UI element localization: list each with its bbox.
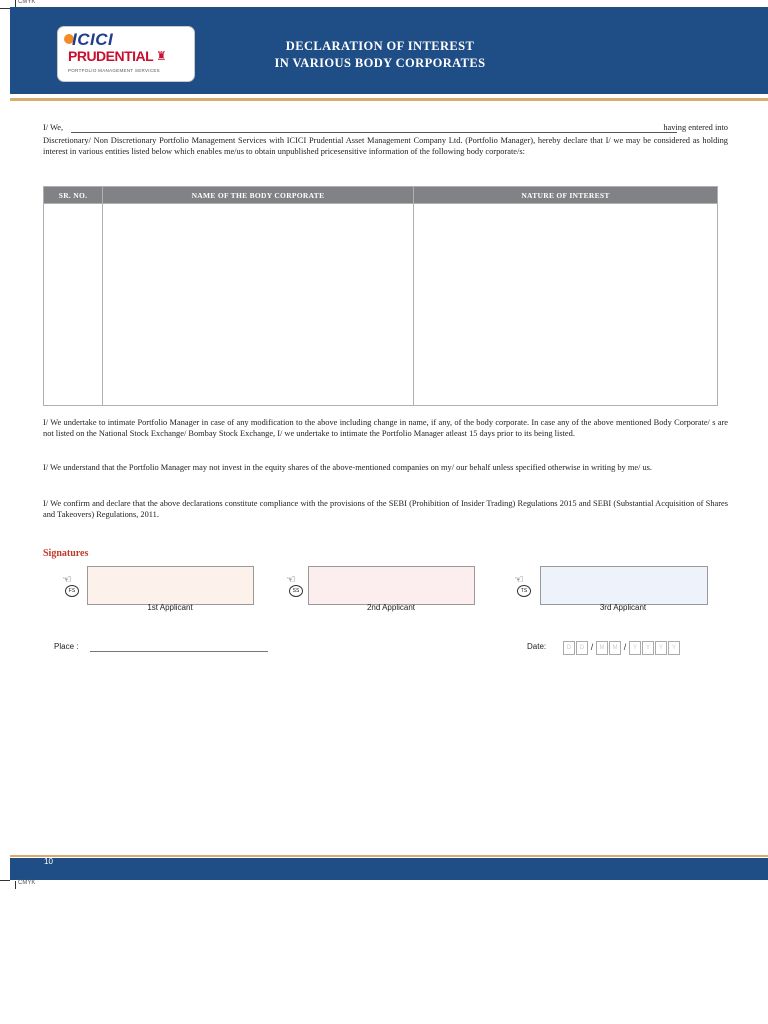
we-suffix: having entered into [663,123,728,132]
signature-box-2nd-applicant[interactable] [308,566,475,605]
declaration-intro: Discretionary/ Non Discretionary Portfolio Management Services with ICICI Prudential Asset Management Company Ltd. (Portfolio Manager), hereby declare that I/ we may be considered as holding interest in various entities listed below which enables me/us to obtain unpublished pricesensitive information of the following body corporate/s: [43,136,728,156]
cell-nature-of-interest[interactable] [414,204,718,406]
pointing-hand-icon: ☜ [286,574,296,586]
label-1st-applicant: 1st Applicant [147,603,193,612]
place-input-line[interactable] [90,651,268,652]
title-line-1: DECLARATION OF INTEREST [285,39,475,53]
applicant-name-line [43,123,728,132]
signature-box-1st-applicant[interactable] [87,566,254,605]
lion-icon: ♜ [156,49,167,63]
label-2nd-applicant: 2nd Applicant [366,603,416,612]
table-header-row [44,187,718,204]
date-box-d2[interactable]: D [576,641,588,655]
date-box-y3[interactable]: Y [655,641,667,655]
thumb-icon-2nd [286,573,308,599]
col-body-corporate: NAME OF THE BODY CORPORATE [103,187,414,204]
signatures-heading: Signatures [43,548,89,559]
date-box-d1[interactable]: D [563,641,575,655]
thumb-icon-1st [62,573,84,599]
applicant-name-blank[interactable] [71,132,677,133]
logo-text-icici: ICICI [72,30,114,49]
badge-third-signatory: TS [517,585,531,597]
cell-body-corporate[interactable] [103,204,414,406]
label-3rd-applicant: 3rd Applicant [599,603,647,612]
date-box-m1[interactable]: M [596,641,608,655]
logo-text-prudential: PRUDENTIAL [68,48,154,64]
page-title [210,38,550,72]
signature-box-3rd-applicant[interactable] [540,566,708,605]
date-input-boxes[interactable] [563,641,681,655]
date-separator: / [590,642,594,652]
understanding-paragraph: I/ We understand that the Portfolio Manager may not invest in the equity shares of the above-mentioned companies on my/ our behalf unless specified otherwise in writing by me/ us. [43,463,653,472]
crop-line-bottom-vertical [15,881,16,889]
table-row [44,204,718,406]
color-registration-mark-bottom: CMYK [18,880,36,886]
cell-sr-no[interactable] [44,204,103,406]
page-number: 10 [44,857,53,866]
badge-first-signatory: FS [65,585,79,597]
date-separator: / [623,642,627,652]
header-gold-rule [10,98,768,101]
footer-band [10,858,768,880]
crop-line-bottom [0,880,10,881]
date-label: Date: [527,642,547,651]
date-box-m2[interactable]: M [609,641,621,655]
pointing-hand-icon: ☜ [62,574,72,586]
thumb-icon-3rd [514,573,536,599]
logo-text-pms: PORTFOLIO MANAGEMENT SERVICES [68,68,160,73]
date-box-y1[interactable]: Y [629,641,641,655]
title-line-2: IN VARIOUS BODY CORPORATES [274,56,486,70]
color-registration-mark-top: CMYK [18,0,36,5]
place-label: Place : [54,642,79,651]
footer-gold-rule [10,855,768,857]
pointing-hand-icon: ☜ [514,574,524,586]
icici-prudential-logo [58,27,194,81]
confirmation-paragraph: I/ We confirm and declare that the above declarations constitute compliance with the provisions of the SEBI (Prohibition of Insider Trading) Regulations 2015 and SEBI (Substantial Acquisition of Shares and Takeovers) Regulations, 2011. [43,499,728,519]
crop-line-top [0,8,10,9]
badge-second-signatory: SS [289,585,303,597]
body-corporate-table [43,186,718,406]
date-box-y4[interactable]: Y [668,641,680,655]
col-sr-no: SR. NO. [44,187,103,204]
we-prefix: I/ We, [43,123,64,132]
col-nature-of-interest: NATURE OF INTEREST [414,187,718,204]
undertaking-paragraph: I/ We undertake to intimate Portfolio Manager in case of any modification to the above including change in name, if any, of the body corporate. In case any of the above mentioned Body Corporate/ s are not listed on the National Stock Exchange/ Bombay Stock Exchange, I/ we undertake to intimate the Portfolio Manager atleast 15 days prior to its being listed. [43,418,728,438]
date-box-y2[interactable]: Y [642,641,654,655]
